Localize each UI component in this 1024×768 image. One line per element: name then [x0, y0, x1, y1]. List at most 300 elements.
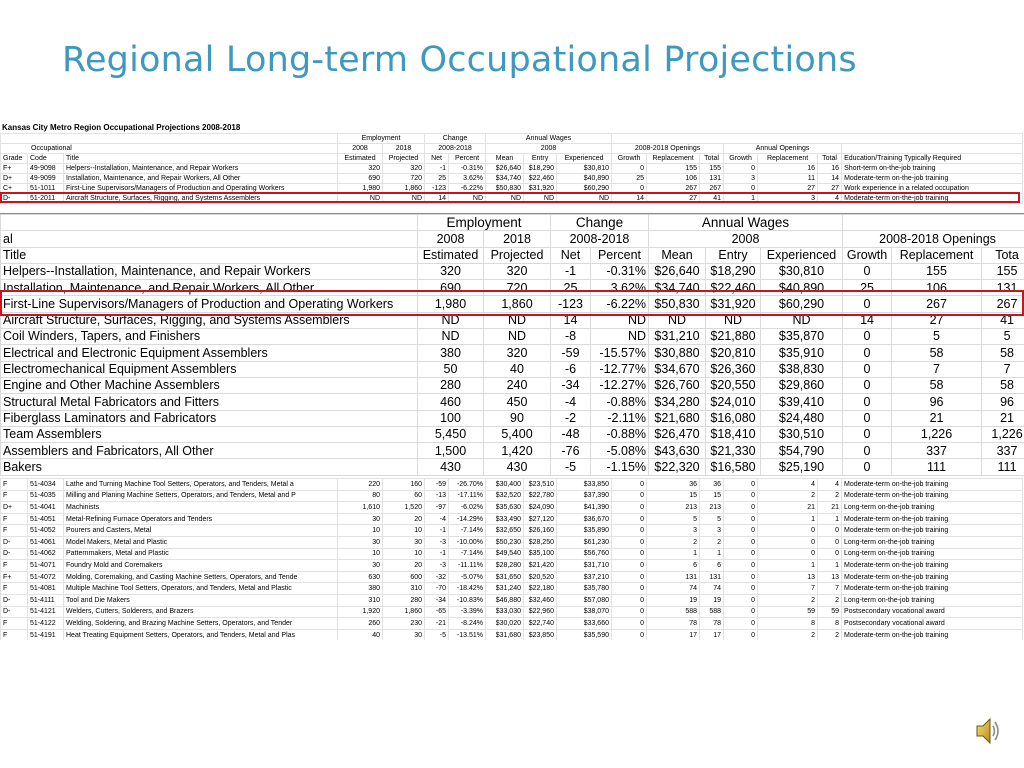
table-cell: $32,520	[486, 490, 524, 502]
table-cell: -3	[425, 560, 449, 572]
table-cell: 106	[647, 174, 700, 184]
column-header: Experienced	[761, 247, 843, 263]
table-cell: -7.14%	[449, 525, 486, 537]
table-cell: F	[1, 490, 28, 502]
table-cell: -123	[425, 184, 449, 194]
table-cell: 27	[758, 184, 818, 194]
header-cell: Change	[551, 215, 649, 231]
table-cell: F	[1, 513, 28, 525]
table-cell: -59	[425, 479, 449, 491]
table-cell: 2	[758, 629, 818, 640]
table-cell: $20,550	[706, 377, 761, 393]
table-row	[1, 410, 1024, 426]
table-cell: Long-term on-the-job training	[842, 536, 1023, 548]
table-cell: 0	[843, 263, 892, 279]
table-cell: 310	[338, 594, 383, 606]
table-cell: F	[1, 629, 28, 640]
table-cell: 131	[647, 571, 700, 583]
table-cell: F	[1, 560, 28, 572]
column-header: Title	[1, 247, 418, 263]
table-cell: Machinists	[64, 502, 338, 514]
table-cell: 58	[892, 377, 982, 393]
table-cell: 41	[982, 312, 1024, 328]
table-row	[1, 525, 1023, 537]
table-cell: $38,070	[557, 606, 612, 618]
table-cell: 15	[700, 490, 724, 502]
table-cell: ND	[486, 194, 524, 204]
column-header: Percent	[449, 154, 486, 164]
table-cell: $29,860	[761, 377, 843, 393]
table-cell: -76	[551, 443, 591, 459]
table-cell: $26,760	[649, 377, 706, 393]
table-cell: 20	[383, 513, 425, 525]
column-header: Replacement	[647, 154, 700, 164]
header-cell: 2018	[484, 231, 551, 247]
table-cell: ND	[338, 194, 383, 204]
table-cell: 6	[647, 560, 700, 572]
table-cell: $50,830	[649, 296, 706, 312]
table-cell: Coil Winders, Tapers, and Finishers	[1, 329, 418, 345]
table-cell: -34	[425, 594, 449, 606]
table-row	[1, 618, 1023, 630]
table-cell: 430	[418, 459, 484, 475]
table-cell: 0	[843, 426, 892, 442]
table-cell: 74	[700, 583, 724, 595]
table-cell: 1	[818, 560, 842, 572]
table-cell: 21	[892, 410, 982, 426]
header-cell	[843, 215, 1024, 231]
table-cell: 30	[383, 536, 425, 548]
table-cell: $56,760	[557, 548, 612, 560]
table-cell: Fiberglass Laminators and Fabricators	[1, 410, 418, 426]
speaker-icon[interactable]	[975, 714, 1001, 748]
table-cell: 4	[758, 479, 818, 491]
table-cell: Long-term on-the-job training	[842, 502, 1023, 514]
table-row	[1, 502, 1023, 514]
table-cell: 50	[418, 361, 484, 377]
bottom-spreadsheet-table	[0, 478, 1023, 640]
header-cell: Annual Openings	[724, 144, 842, 154]
table-cell: 10	[338, 548, 383, 560]
table-cell: Electromechanical Equipment Assemblers	[1, 361, 418, 377]
column-header: Entry	[706, 247, 761, 263]
table-row	[1, 263, 1024, 279]
table-cell: 30	[338, 513, 383, 525]
table-cell: 720	[484, 280, 551, 296]
table-cell: $21,680	[649, 410, 706, 426]
table-cell: 5	[647, 513, 700, 525]
table-cell: 160	[383, 479, 425, 491]
table-cell: 17	[647, 629, 700, 640]
table-cell: 0	[612, 513, 647, 525]
table-cell: 3	[758, 194, 818, 204]
table-cell: $34,670	[649, 361, 706, 377]
table-cell: $22,320	[649, 459, 706, 475]
table-cell: -1	[425, 164, 449, 174]
table-cell: 51-4071	[28, 560, 64, 572]
table-cell: $34,280	[649, 394, 706, 410]
table-cell: 0	[724, 560, 758, 572]
table-cell: Moderate-term on-the-job training	[842, 513, 1023, 525]
table-cell: 0	[612, 184, 647, 194]
table-cell: -34	[551, 377, 591, 393]
table-cell: -32	[425, 571, 449, 583]
table-cell: $31,210	[649, 329, 706, 345]
table-cell: 240	[484, 377, 551, 393]
column-header: Total	[700, 154, 724, 164]
zoomed-spreadsheet	[0, 213, 1024, 479]
zoomed-highlight-box	[0, 290, 1024, 316]
table-cell: 155	[892, 263, 982, 279]
table-row	[1, 606, 1023, 618]
table-cell: Postsecondary vocational award	[842, 618, 1023, 630]
table-cell: $35,890	[557, 525, 612, 537]
table-cell: $21,420	[524, 560, 557, 572]
table-cell: 7	[818, 583, 842, 595]
table-cell: $57,080	[557, 594, 612, 606]
table-cell: 267	[982, 296, 1024, 312]
table-cell: 2	[700, 536, 724, 548]
table-cell: $33,030	[486, 606, 524, 618]
table-cell: 320	[484, 345, 551, 361]
table-cell: $37,390	[557, 490, 612, 502]
table-cell: 40	[484, 361, 551, 377]
header-cell: 2008	[649, 231, 843, 247]
header-row	[1, 215, 1024, 231]
column-header: Estimated	[418, 247, 484, 263]
table-cell: 0	[758, 548, 818, 560]
header-cell: Change	[425, 134, 486, 144]
table-row	[1, 594, 1023, 606]
table-cell: -15.57%	[591, 345, 649, 361]
table-cell: -123	[551, 296, 591, 312]
table-cell: $16,580	[706, 459, 761, 475]
table-cell: 1	[647, 548, 700, 560]
table-cell: $31,240	[486, 583, 524, 595]
table-cell: 0	[843, 361, 892, 377]
table-cell: Molding, Coremaking, and Casting Machine Setters, Operators, and Tende	[64, 571, 338, 583]
table-cell: 13	[758, 571, 818, 583]
slide-title: Regional Long-term Occupational Projections	[62, 40, 857, 80]
table-cell: 17	[700, 629, 724, 640]
table-cell: 51-4111	[28, 594, 64, 606]
table-cell: 58	[982, 345, 1024, 361]
table-cell: D-	[1, 194, 28, 204]
table-cell: 2	[818, 594, 842, 606]
table-row	[1, 571, 1023, 583]
table-cell: 4	[818, 479, 842, 491]
table-cell: $31,650	[486, 571, 524, 583]
table-cell: 30	[338, 560, 383, 572]
table-cell: 0	[724, 618, 758, 630]
table-cell: $22,780	[524, 490, 557, 502]
table-cell: $16,080	[706, 410, 761, 426]
table-cell: $22,460	[524, 174, 557, 184]
table-cell: 2	[818, 629, 842, 640]
table-cell: 0	[843, 410, 892, 426]
table-cell: $33,850	[557, 479, 612, 491]
table-cell: 1	[758, 513, 818, 525]
table-cell: 4	[818, 194, 842, 204]
table-cell: 59	[758, 606, 818, 618]
table-cell: -21	[425, 618, 449, 630]
table-cell: 19	[700, 594, 724, 606]
table-cell: $30,020	[486, 618, 524, 630]
table-cell: Electrical and Electronic Equipment Assemblers	[1, 345, 418, 361]
table-cell: 0	[724, 513, 758, 525]
table-cell: $33,490	[486, 513, 524, 525]
table-cell: 2	[758, 594, 818, 606]
table-cell: ND	[706, 312, 761, 328]
table-cell: 131	[700, 174, 724, 184]
column-header: Growth	[843, 247, 892, 263]
header-cell: 2008-2018 Openings	[612, 144, 724, 154]
table-cell: 51-4072	[28, 571, 64, 583]
table-cell: 155	[647, 164, 700, 174]
table-cell: $18,290	[524, 164, 557, 174]
table-cell: 51-4061	[28, 536, 64, 548]
table-row	[1, 443, 1024, 459]
table-cell: $30,810	[761, 263, 843, 279]
table-cell: 58	[892, 345, 982, 361]
table-cell: $28,280	[486, 560, 524, 572]
table-cell: $31,920	[524, 184, 557, 194]
table-cell: -2	[551, 410, 591, 426]
table-cell: 11	[758, 174, 818, 184]
table-cell: Aircraft Structure, Surfaces, Rigging, and Systems Assemblers	[1, 312, 418, 328]
table-cell: 0	[724, 583, 758, 595]
table-cell: 58	[982, 377, 1024, 393]
table-cell: 337	[892, 443, 982, 459]
table-cell: 5	[982, 329, 1024, 345]
table-cell: Lathe and Turning Machine Tool Setters, Operators, and Tenders, Metal a	[64, 479, 338, 491]
table-cell: $24,010	[706, 394, 761, 410]
top-highlight-box	[0, 192, 1020, 203]
table-cell: 27	[892, 312, 982, 328]
table-cell: 16	[758, 164, 818, 174]
table-cell: 1,226	[982, 426, 1024, 442]
table-row	[1, 479, 1023, 491]
table-cell: $31,710	[557, 560, 612, 572]
table-cell: Installation, Maintenance, and Repair Workers, All Other	[1, 280, 418, 296]
table-cell: F	[1, 583, 28, 595]
table-cell: 267	[892, 296, 982, 312]
table-cell: -1.15%	[591, 459, 649, 475]
table-cell: Helpers--Installation, Maintenance, and Repair Workers	[1, 263, 418, 279]
table-cell: -17.11%	[449, 490, 486, 502]
table-cell: Welders, Cutters, Solderers, and Brazers	[64, 606, 338, 618]
table-cell: $39,410	[761, 394, 843, 410]
table-cell: -13	[425, 490, 449, 502]
table-row	[1, 548, 1023, 560]
table-cell: 1	[724, 194, 758, 204]
table-cell: 600	[383, 571, 425, 583]
column-header: Total	[818, 154, 842, 164]
table-cell: 131	[982, 280, 1024, 296]
table-cell: $18,410	[706, 426, 761, 442]
table-row	[1, 345, 1024, 361]
table-cell: -59	[551, 345, 591, 361]
table-cell: F+	[1, 571, 28, 583]
table-cell: Moderate-term on-the-job training	[842, 490, 1023, 502]
column-header: Projected	[383, 154, 425, 164]
table-cell: 0	[843, 345, 892, 361]
table-cell: Bakers	[1, 459, 418, 475]
table-cell: -0.31%	[591, 263, 649, 279]
column-header: Code	[28, 154, 64, 164]
table-cell: 30	[383, 629, 425, 640]
table-cell: -13.51%	[449, 629, 486, 640]
table-cell: Work experience in a related occupation	[842, 184, 1023, 194]
column-header: Title	[64, 154, 338, 164]
table-cell: 27	[818, 184, 842, 194]
table-cell: Moderate-term on-the-job training	[842, 174, 1023, 184]
table-cell: -4	[425, 513, 449, 525]
table-cell: Team Assemblers	[1, 426, 418, 442]
table-cell: ND	[524, 194, 557, 204]
table-cell: -1	[551, 263, 591, 279]
table-cell: 320	[418, 263, 484, 279]
table-cell: $24,090	[524, 502, 557, 514]
table-cell: 267	[647, 184, 700, 194]
table-cell: 51-4034	[28, 479, 64, 491]
table-row	[1, 174, 1023, 184]
table-cell: 280	[383, 594, 425, 606]
table-cell: -14.29%	[449, 513, 486, 525]
header-row	[1, 231, 1024, 247]
table-cell: 0	[612, 594, 647, 606]
table-cell: Patternmakers, Metal and Plastic	[64, 548, 338, 560]
table-cell: 588	[647, 606, 700, 618]
table-cell: -0.31%	[449, 164, 486, 174]
table-cell: $22,740	[524, 618, 557, 630]
table-cell: 51-4051	[28, 513, 64, 525]
header-cell	[612, 134, 1023, 144]
table-cell: -18.42%	[449, 583, 486, 595]
table-cell: $23,850	[524, 629, 557, 640]
header-cell: Occupational	[1, 144, 338, 154]
spreadsheet-title: Kansas City Metro Region Occupational Projections 2008-2018	[2, 123, 241, 132]
table-cell: 0	[843, 443, 892, 459]
header-row	[1, 247, 1024, 263]
table-cell: 15	[647, 490, 700, 502]
table-cell: Installation, Maintenance, and Repair Workers, All Other	[64, 174, 338, 184]
table-cell: 0	[612, 502, 647, 514]
column-header: Percent	[591, 247, 649, 263]
table-cell: 1,860	[383, 184, 425, 194]
table-cell: $26,360	[706, 361, 761, 377]
table-cell: 14	[818, 174, 842, 184]
table-cell: 0	[612, 525, 647, 537]
table-cell: 21	[818, 502, 842, 514]
table-cell: 51-1011	[28, 184, 64, 194]
table-cell: 3.62%	[591, 280, 649, 296]
table-cell: 0	[612, 629, 647, 640]
table-cell: D+	[1, 174, 28, 184]
table-cell: $34,740	[486, 174, 524, 184]
table-cell: 7	[758, 583, 818, 595]
table-cell: Structural Metal Fabricators and Fitters	[1, 394, 418, 410]
table-cell: F+	[1, 164, 28, 174]
table-cell: ND	[383, 194, 425, 204]
table-cell: D-	[1, 606, 28, 618]
table-cell: -4	[551, 394, 591, 410]
table-cell: $21,880	[706, 329, 761, 345]
table-cell: 59	[818, 606, 842, 618]
table-row	[1, 426, 1024, 442]
table-cell: -3	[425, 536, 449, 548]
table-cell: 0	[818, 536, 842, 548]
table-cell: -6.02%	[449, 502, 486, 514]
table-cell: 320	[484, 263, 551, 279]
header-cell: 2008	[486, 144, 612, 154]
table-cell: ND	[449, 194, 486, 204]
table-cell: $61,230	[557, 536, 612, 548]
table-cell: $40,890	[557, 174, 612, 184]
table-cell: 51-4062	[28, 548, 64, 560]
table-cell: -3.39%	[449, 606, 486, 618]
column-header: Growth	[612, 154, 647, 164]
table-cell: 5	[700, 513, 724, 525]
table-cell: $32,460	[524, 594, 557, 606]
table-row	[1, 361, 1024, 377]
table-cell: 1,860	[484, 296, 551, 312]
table-cell: 51-2011	[28, 194, 64, 204]
table-cell: 2	[758, 490, 818, 502]
table-cell: $27,120	[524, 513, 557, 525]
table-cell: 380	[418, 345, 484, 361]
table-cell: 1,920	[338, 606, 383, 618]
table-cell: $22,960	[524, 606, 557, 618]
table-cell: Long-term on-the-job training	[842, 594, 1023, 606]
table-cell: $20,810	[706, 345, 761, 361]
table-cell: 96	[892, 394, 982, 410]
table-cell: 230	[383, 618, 425, 630]
table-row	[1, 394, 1024, 410]
table-cell: 0	[612, 618, 647, 630]
table-cell: Moderate-term on-the-job training	[842, 571, 1023, 583]
column-header: Mean	[486, 154, 524, 164]
table-cell: $26,470	[649, 426, 706, 442]
table-cell: 30	[338, 536, 383, 548]
table-cell: $28,250	[524, 536, 557, 548]
table-cell: F	[1, 479, 28, 491]
column-header: Replacement	[892, 247, 982, 263]
table-cell: Aircraft Structure, Surfaces, Rigging, and Systems Assemblers	[64, 194, 338, 204]
table-cell: D-	[1, 594, 28, 606]
table-cell: 74	[647, 583, 700, 595]
table-cell: ND	[418, 329, 484, 345]
table-cell: 96	[982, 394, 1024, 410]
table-cell: 450	[484, 394, 551, 410]
table-cell: 0	[818, 525, 842, 537]
table-cell: 690	[418, 280, 484, 296]
table-cell: 630	[338, 571, 383, 583]
table-cell: $30,510	[761, 426, 843, 442]
column-header: Replacement	[758, 154, 818, 164]
table-cell: 320	[383, 164, 425, 174]
header-row	[1, 144, 1023, 154]
table-cell: -65	[425, 606, 449, 618]
header-cell: 2008	[418, 231, 484, 247]
header-cell: Annual Wages	[649, 215, 843, 231]
table-cell: 1,226	[892, 426, 982, 442]
header-cell: 2018	[383, 144, 425, 154]
table-cell: 1,520	[383, 502, 425, 514]
table-cell: 460	[418, 394, 484, 410]
table-cell: 51-4052	[28, 525, 64, 537]
table-row	[1, 377, 1024, 393]
